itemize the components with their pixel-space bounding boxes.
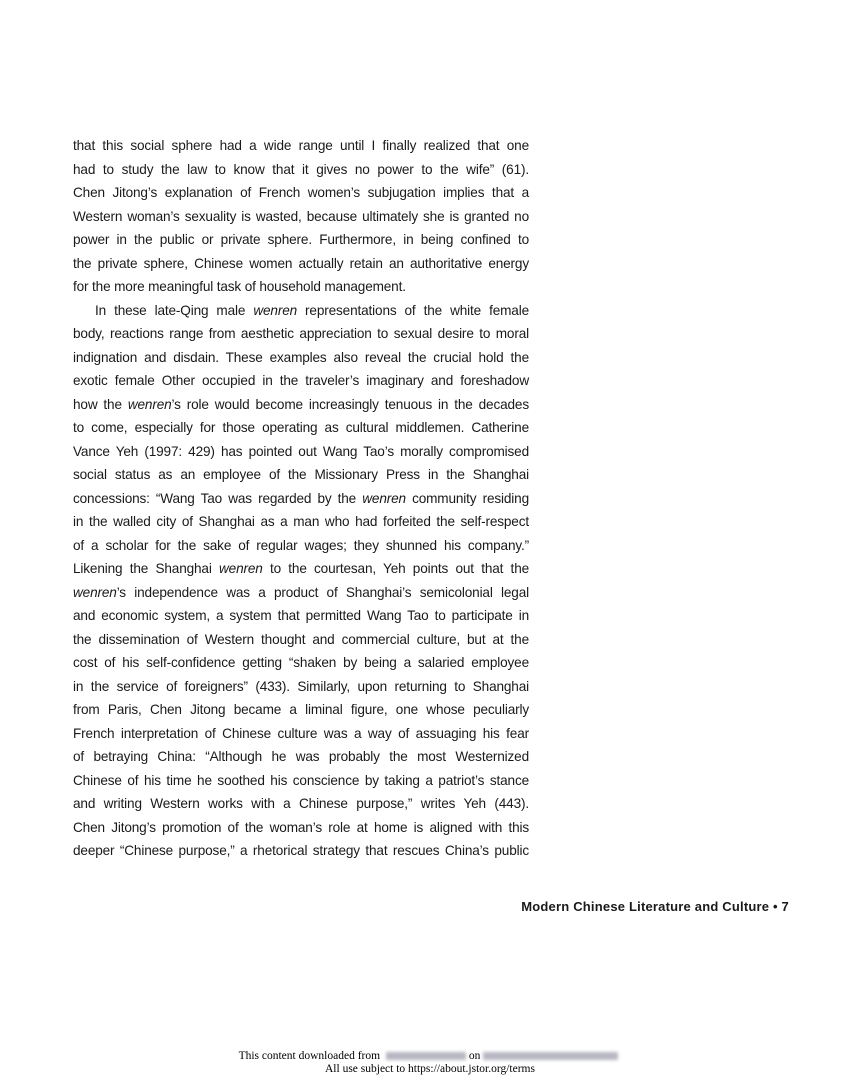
italic-term: wenren [219,561,263,576]
text-run: In these late-Qing male [95,302,254,318]
text-line [73,393,529,417]
text-line [73,252,529,276]
text-run: cost of his self-confidence getting “shaken by being a salaried employee [73,655,529,670]
text-line [73,440,529,464]
body-text [73,134,529,863]
text-line [73,839,529,863]
text-line [73,416,529,440]
text-line [73,604,529,628]
paragraph [73,299,529,863]
text-line [73,816,529,840]
text-run: ’s role would become increasingly tenuous in the decades [171,396,529,412]
redacted-ip [386,1052,466,1060]
text-run: from Paris, Chen Jitong became a liminal figure, one whose peculiarly [73,702,529,717]
text-line [73,651,529,675]
text-line [73,628,529,652]
text-line [73,158,529,182]
text-run: that this social sphere had a wide range until I finally realized that one [73,138,529,153]
text-run: French interpretation of Chinese culture was a way of assuaging his fear [73,725,529,741]
running-footer: Modern Chinese Literature and Culture • 7 [521,899,789,914]
text-run: Western woman’s sexuality is wasted, because ultimately she is granted no [73,208,529,224]
text-line [73,792,529,816]
text-line [73,205,529,229]
italic-term: wenren [73,584,117,600]
text-run: community residing [405,490,529,506]
text-line [73,675,529,699]
text-run: in the walled city of Shanghai as a man who had forfeited the self-respect [73,514,529,529]
text-run: of a scholar for the sake of regular wages; they shunned his company.” [73,537,529,553]
text-line [73,745,529,769]
text-line [73,463,529,487]
text-run: the private sphere, Chinese women actually retain an authoritative energy [73,255,529,271]
text-run: Chinese of his time he soothed his conscience by taking a patriot’s stance [73,772,529,788]
text-run: indignation and disdain. These examples also reveal the crucial hold the [73,349,529,365]
text-line [73,299,529,323]
terms-notice: All use subject to https://about.jstor.org/terms [325,1062,535,1075]
text-line [73,134,529,158]
text-line [73,275,529,299]
redacted-date [483,1052,618,1060]
text-run: body, reactions range from aesthetic appreciation to sexual desire to moral [73,326,529,341]
text-run: and writing Western works with a Chinese purpose,” writes Yeh (443). [73,796,529,811]
italic-term: wenren [362,490,406,506]
text-run: how the [73,396,128,412]
text-run: had to study the law to know that it gives no power to the wife” (61). [73,161,529,177]
text-line [73,722,529,746]
text-line [73,228,529,252]
paragraph [73,134,529,299]
text-run: Chen Jitong’s promotion of the woman’s role at home is aligned with this [73,819,529,835]
text-run: exotic female Other occupied in the traveler’s imaginary and foreshadow [73,373,529,388]
text-run: Likening the Shanghai [73,561,219,576]
text-run: to come, especially for those operating as cultural middlemen. Catherine [73,420,529,435]
italic-term: wenren [127,396,172,412]
text-run: in the service of foreigners” (433). Similarly, upon returning to Shanghai [73,678,529,694]
download-notice: This content downloaded from on [0,1050,860,1063]
text-line [73,769,529,793]
text-line [73,510,529,534]
text-run: ’s independence was a product of Shanghai’s semicolonial legal [116,584,529,600]
text-run: representations of the white female [297,302,529,318]
text-run: Vance Yeh (1997: 429) has pointed out Wang Tao’s morally compromised [73,443,529,459]
jstor-footer [0,1050,860,1075]
text-line [73,534,529,558]
text-line [73,181,529,205]
text-run: concessions: “Wang Tao was regarded by the [73,490,363,506]
italic-term: wenren [253,302,298,318]
text-line [73,581,529,605]
text-run: power in the public or private sphere. Furthermore, in being confined to [73,232,529,247]
text-run: Chen Jitong’s explanation of French women’s subjugation implies that a [73,185,529,200]
text-run: social status as an employee of the Missionary Press in the Shanghai [73,467,529,482]
text-run: to the courtesan, Yeh points out that the [262,561,530,576]
text-line [73,487,529,511]
text-run: for the more meaningful task of household management. [73,279,406,294]
text-run: and economic system, a system that permitted Wang Tao to participate in [73,608,529,623]
text-line [73,369,529,393]
text-run: of betraying China: “Although he was probably the most Westernized [73,749,529,764]
text-line [73,346,529,370]
text-line [73,557,529,581]
text-line [73,322,529,346]
text-run: the dissemination of Western thought and commercial culture, but at the [73,631,529,647]
text-run: deeper “Chinese purpose,” a rhetorical strategy that rescues China’s public [73,843,529,858]
text-line [73,698,529,722]
